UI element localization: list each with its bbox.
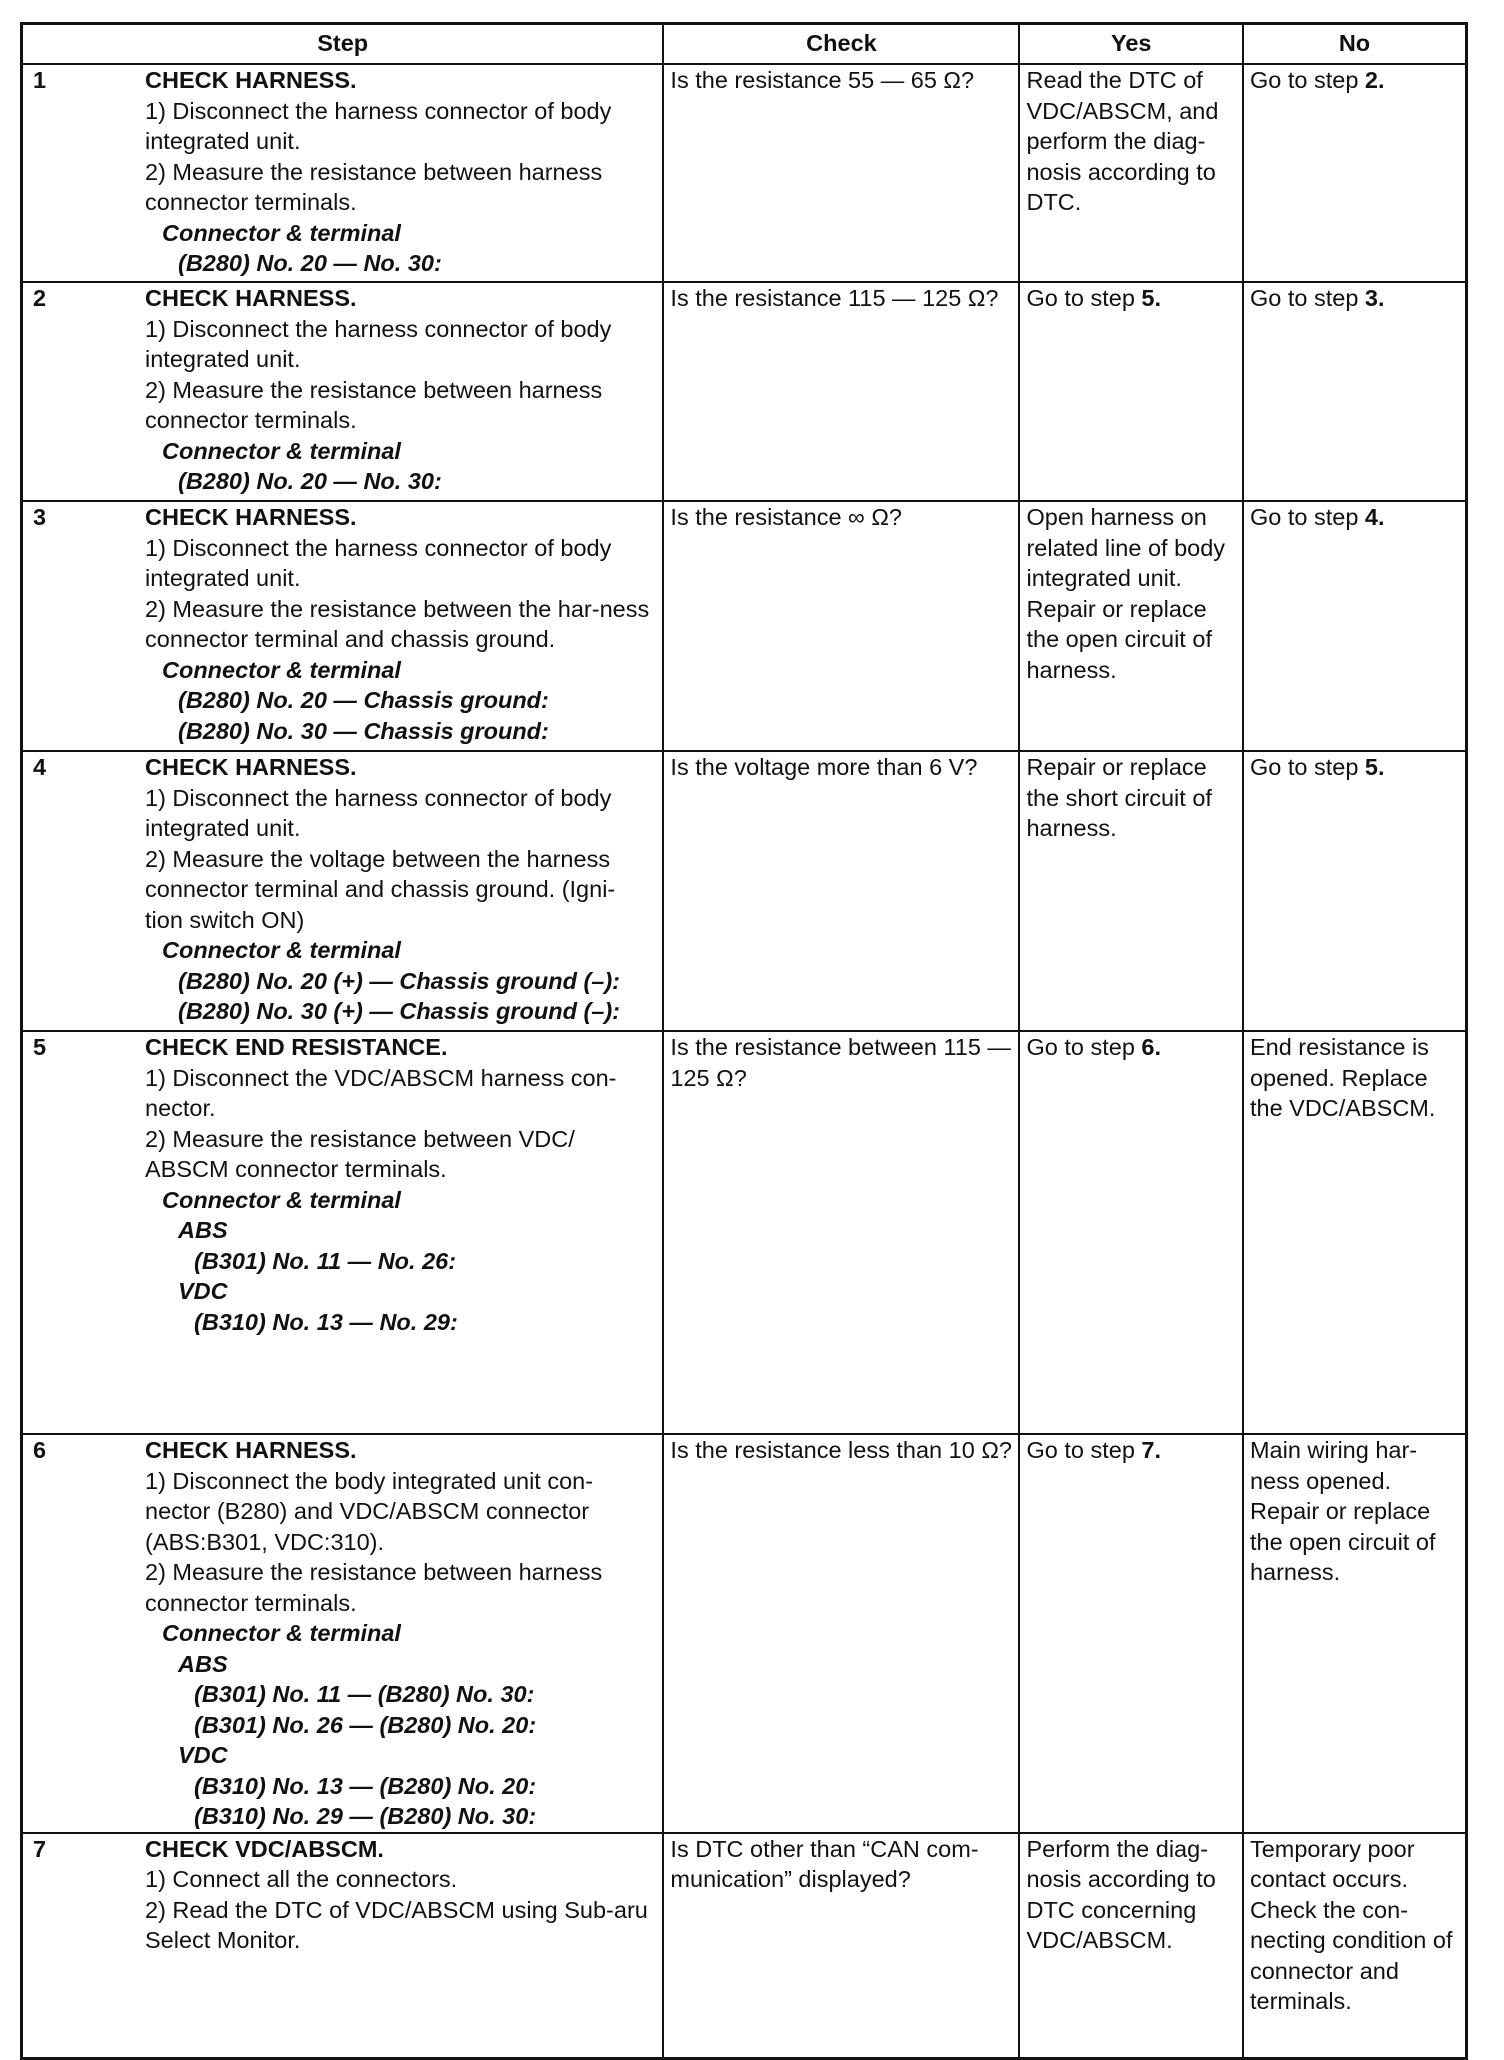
connector-terminal-line: (B310) No. 13 — No. 29: (194, 1308, 458, 1335)
yes-goto-step: 6. (1141, 1034, 1162, 1060)
no-goto-text: Go to step (1249, 504, 1365, 530)
connector-terminal-line: (B280) No. 30 — Chassis ground: (178, 717, 549, 744)
no-cell (1243, 501, 1467, 751)
header-step: Step (22, 24, 664, 65)
step-number: 5 (33, 1034, 47, 1060)
yes-cell (1019, 282, 1243, 501)
yes-goto-step: 7. (1141, 1437, 1162, 1463)
yes-cell (1019, 1434, 1243, 1833)
header-yes: Yes (1019, 24, 1243, 65)
step-cell (22, 1031, 664, 1434)
step-instruction: 1) Connect all the connectors. (145, 1866, 458, 1892)
connector-terminal-line: VDC (178, 1278, 228, 1304)
check-cell: Is the resistance 115 — 125 Ω? (663, 282, 1019, 501)
connector-terminal-label: Connector & terminal (162, 656, 401, 683)
step-instruction: 2) Measure the resistance between VDC/ ABSCM connector terminals. (145, 1125, 575, 1182)
step-instruction: 1) Disconnect the harness connector of body integrated unit. (145, 784, 612, 841)
table-row (22, 282, 1467, 501)
step-instruction: 1) Disconnect the harness connector of body integrated unit. (145, 97, 612, 154)
no-cell (1243, 751, 1467, 1031)
step-cell (22, 64, 664, 282)
step-number: 3 (33, 504, 47, 530)
connector-terminal-line: (B280) No. 20 — No. 30: (178, 468, 442, 494)
no-goto-text: Go to step (1249, 754, 1365, 780)
no-goto-step: 4. (1364, 504, 1385, 530)
step-instruction: 2) Measure the resistance between harness connector terminals. (145, 1559, 603, 1616)
connector-terminal-line: (B310) No. 29 — (B280) No. 30: (194, 1803, 537, 1829)
no-cell: Temporary poor contact occurs. Check the con-necting condition of connector and terminals. (1243, 1833, 1467, 2059)
check-cell: Is the resistance less than 10 Ω? (663, 1434, 1019, 1833)
no-cell: Main wiring har-ness opened. Repair or replace the open circuit of harness. (1243, 1434, 1467, 1833)
step-instruction: 1) Disconnect the harness connector of body integrated unit. (145, 315, 612, 372)
connector-terminal-line: (B280) No. 30 (+) — Chassis ground (–): (178, 998, 621, 1024)
no-goto-text: Go to step (1249, 67, 1365, 93)
no-goto-text: Go to step (1249, 285, 1365, 311)
diagnosis-table (20, 22, 1468, 2060)
connector-terminal-line: ABS (178, 1650, 228, 1677)
no-goto-step: 2. (1364, 67, 1385, 93)
check-cell: Is DTC other than “CAN com-munication” displayed? (663, 1833, 1019, 2059)
table-row (22, 1833, 1467, 2059)
step-cell (22, 751, 664, 1031)
yes-goto-text: Go to step (1026, 1437, 1142, 1463)
check-cell: Is the resistance 55 — 65 Ω? (663, 64, 1019, 282)
yes-cell (1019, 1031, 1243, 1434)
step-cell (22, 282, 664, 501)
yes-cell: Read the DTC of VDC/ABSCM, and perform the diag-nosis according to DTC. (1019, 64, 1243, 282)
no-cell (1243, 64, 1467, 282)
step-instruction: 1) Disconnect the body integrated unit con-nector (B280) and VDC/ABSCM connector (ABS:B301, VDC:310). (145, 1467, 594, 1555)
step-number: 7 (33, 1835, 47, 1862)
step-cell (22, 501, 664, 751)
no-cell: End resistance is opened. Replace the VDC/ABSCM. (1243, 1031, 1467, 1434)
step-instruction: 2) Measure the resistance between the har-ness connector terminal and chassis ground. (145, 595, 650, 652)
step-number: 6 (33, 1437, 47, 1463)
table-body (22, 64, 1467, 2059)
yes-cell: Repair or replace the short circuit of harness. (1019, 751, 1243, 1031)
step-title: CHECK HARNESS. (145, 754, 357, 780)
table-row (22, 1031, 1467, 1434)
connector-terminal-label: Connector & terminal (162, 1186, 401, 1213)
step-cell (22, 1833, 664, 2059)
step-instruction: 2) Measure the resistance between harness connector terminals. (145, 158, 603, 215)
check-cell: Is the resistance between 115 — 125 Ω? (663, 1031, 1019, 1434)
step-instruction: 2) Measure the resistance between harness connector terminals. (145, 376, 603, 433)
yes-cell: Perform the diag-nosis according to DTC concerning VDC/ABSCM. (1019, 1833, 1243, 2059)
step-instruction: 2) Measure the voltage between the harness connector terminal and chassis ground. (Igni-tion switch ON) (145, 845, 616, 933)
connector-terminal-line: (B280) No. 20 (+) — Chassis ground (–): (178, 967, 621, 994)
step-instruction: 1) Disconnect the harness connector of body integrated unit. (145, 534, 612, 591)
no-goto-step: 3. (1364, 285, 1385, 311)
step-title: CHECK HARNESS. (145, 1437, 357, 1463)
table-row (22, 64, 1467, 282)
connector-terminal-label: Connector & terminal (162, 437, 401, 464)
yes-cell: Open harness on related line of body integrated unit. Repair or replace the open circuit of harness. (1019, 501, 1243, 751)
step-title: CHECK END RESISTANCE. (145, 1034, 448, 1060)
connector-terminal-line: (B280) No. 20 — No. 30: (178, 250, 442, 276)
step-number: 1 (33, 67, 47, 93)
connector-terminal-line: (B301) No. 26 — (B280) No. 20: (194, 1711, 537, 1738)
step-instruction: 2) Read the DTC of VDC/ABSCM using Sub-aru Select Monitor. (145, 1896, 648, 1953)
header-check: Check (663, 24, 1019, 65)
step-title: CHECK VDC/ABSCM. (145, 1835, 384, 1862)
yes-goto-text: Go to step (1026, 1034, 1142, 1060)
connector-terminal-label: Connector & terminal (162, 1620, 401, 1646)
yes-goto-text: Go to step (1026, 285, 1142, 311)
connector-terminal-line: (B301) No. 11 — No. 26: (194, 1247, 457, 1274)
step-title: CHECK HARNESS. (145, 285, 357, 311)
check-cell: Is the resistance ∞ Ω? (663, 501, 1019, 751)
connector-terminal-line: ABS (178, 1217, 228, 1243)
step-title: CHECK HARNESS. (145, 504, 357, 530)
connector-terminal-line: (B310) No. 13 — (B280) No. 20: (194, 1772, 537, 1799)
header-row (22, 24, 1467, 65)
connector-terminal-label: Connector & terminal (162, 219, 401, 246)
header-no: No (1243, 24, 1467, 65)
connector-terminal-line: (B301) No. 11 — (B280) No. 30: (194, 1681, 535, 1707)
step-instruction: 1) Disconnect the VDC/ABSCM harness con-nector. (145, 1064, 617, 1121)
step-number: 4 (33, 754, 47, 780)
table-row (22, 501, 1467, 751)
no-cell (1243, 282, 1467, 501)
check-cell: Is the voltage more than 6 V? (663, 751, 1019, 1031)
yes-goto-step: 5. (1141, 285, 1162, 311)
connector-terminal-line: VDC (178, 1742, 228, 1768)
connector-terminal-label: Connector & terminal (162, 937, 401, 963)
connector-terminal-line: (B280) No. 20 — Chassis ground: (178, 687, 549, 713)
step-title: CHECK HARNESS. (145, 67, 357, 93)
step-cell (22, 1434, 664, 1833)
table-row (22, 1434, 1467, 1833)
no-goto-step: 5. (1364, 754, 1385, 780)
table-row (22, 751, 1467, 1031)
step-number: 2 (33, 285, 47, 311)
